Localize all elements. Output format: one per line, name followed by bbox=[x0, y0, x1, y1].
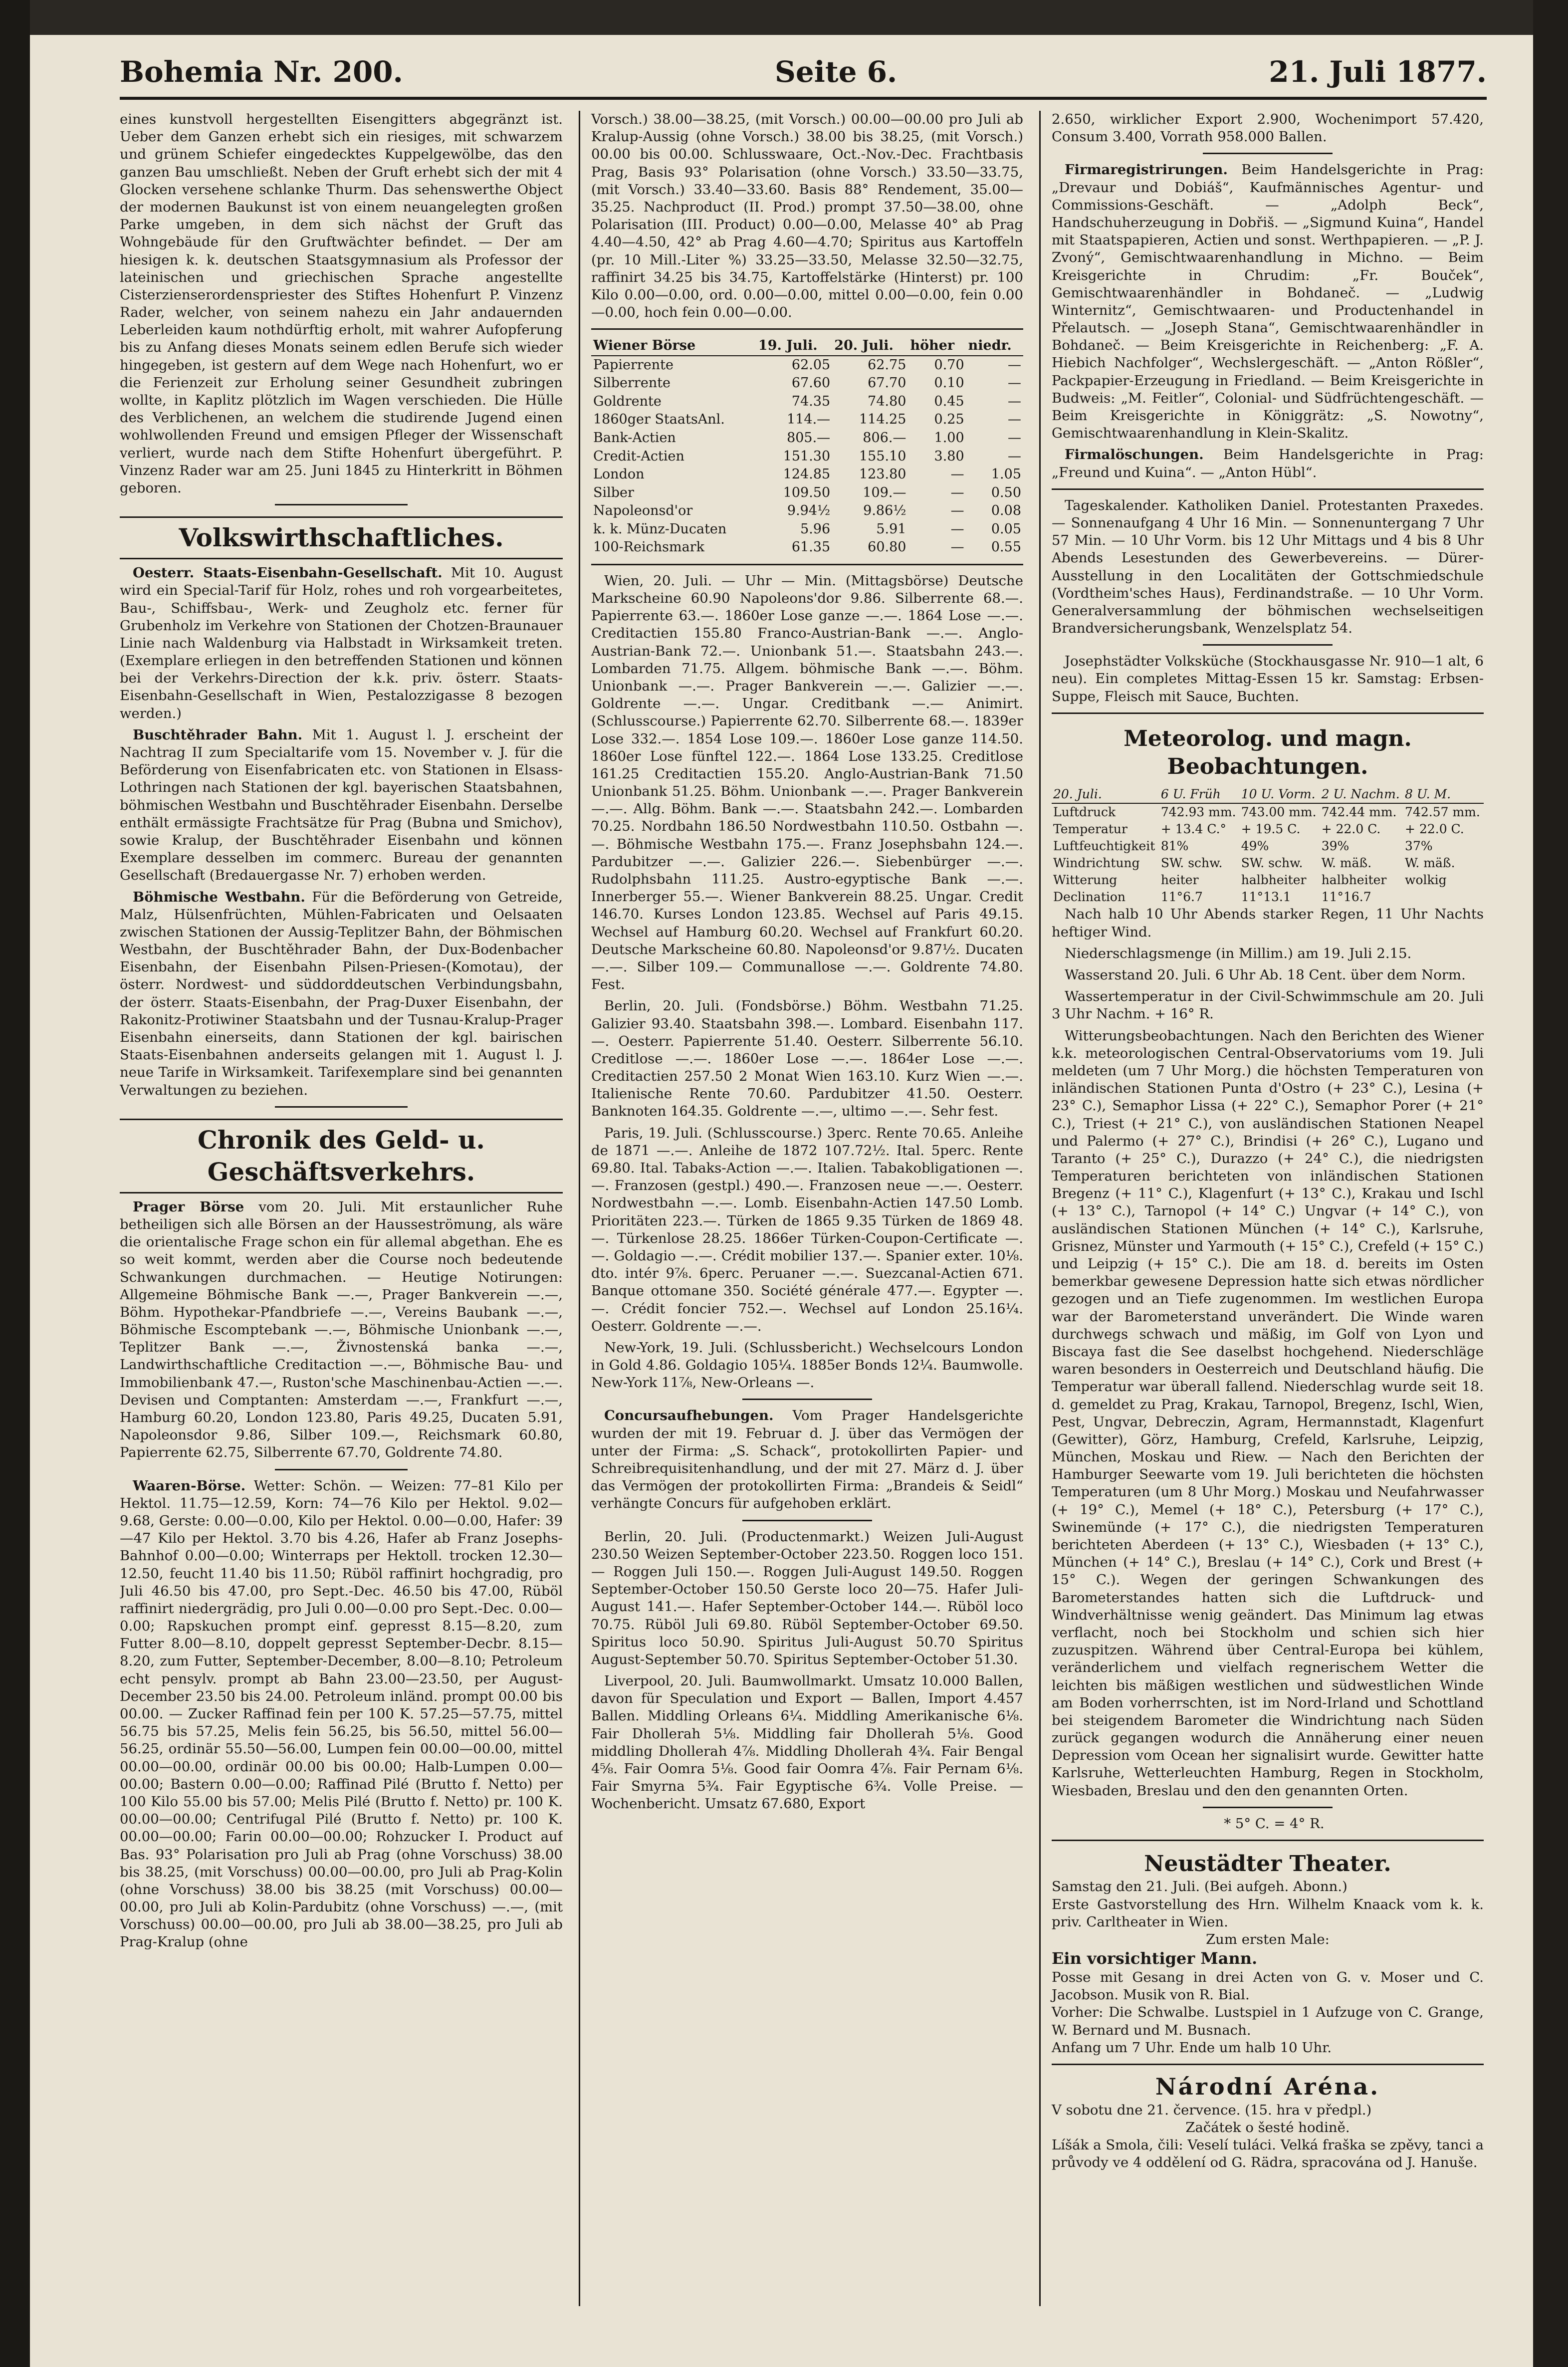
article-firmaloeschungen bbox=[1052, 446, 1484, 481]
column-middle bbox=[579, 111, 1023, 2306]
table-cell: Bank-Actien bbox=[593, 430, 676, 446]
divider bbox=[1052, 1840, 1484, 1841]
table-cell: 742.93 mm. bbox=[1160, 805, 1236, 820]
play-description: Posse mit Gesang in drei Acten von G. v. Moser und C. Jacobson. Musik von R. Bial. bbox=[1052, 1969, 1484, 2003]
section-heading-volkswirthschaft: Volkswirthschaftliches. bbox=[120, 516, 563, 559]
table-cell: Temperatur bbox=[1053, 822, 1127, 837]
table-cell: 109.50 bbox=[783, 484, 831, 500]
divider bbox=[275, 504, 408, 505]
table-cell: SW. schw. bbox=[1241, 856, 1303, 871]
article-berlin-fonds: Berlin, 20. Juli. (Fondsbörse.) Böhm. Westbahn 71.25. Galizier 93.40. Staatsbahn 398.—. Lombard. Eisenbahn 117.—. Oesterr. Papierrente 51.40. Oesterr. Silberrente 56.10. Creditlose —.—. 1860er Lose —.—. 1864er Lose —.—. Creditactien 257.50 2 Monat Wien 163.10. Kurz Wien —.—. Italienische Rente 70.60. Pardubitzer 41.50. Oesterr. Banknoten 164.35. Goldrente —.—, ultimo —.—. Sehr fest. bbox=[591, 998, 1023, 1120]
scan-border-right bbox=[1533, 0, 1568, 2367]
table-row bbox=[1052, 838, 1484, 855]
table-row bbox=[1052, 855, 1484, 872]
table-cell: 123.80 bbox=[859, 467, 906, 482]
theatre-guest: Erste Gastvorstellung des Hrn. Wilhelm Knaack vom k. k. priv. Carltheater in Wien. bbox=[1052, 1896, 1484, 1930]
table-header: 2 U. Nachm. bbox=[1320, 786, 1403, 803]
table-row bbox=[591, 538, 1023, 557]
section-heading-chronik: Chronik des Geld- u. Geschäftsverkehrs. bbox=[120, 1119, 563, 1193]
table-row bbox=[591, 448, 1023, 466]
article-body: Vom Prager Handelsgerichte wurden der mit 19. Februar d. J. über das Vermögen der unter der Firma: „S. Schack“, protokollirten Papier- und Schreibrequisitenhandlung, und der mit 27. März d. J. über das Vermögen der protokollirten Firma: „Brandeis & Seidl“ verhängte Concurs für aufgehoben erklärt. bbox=[591, 1408, 1023, 1512]
article-volkskueche: Josephstädter Volksküche (Stockhausgasse Nr. 910—1 alt, 6 neu). Ein completes Mittag-Essen 15 kr. Samstag: Erbsen-Suppe, Fleisch mit Sauce, Buchten. bbox=[1052, 653, 1484, 705]
table-header: 19. Juli. bbox=[756, 337, 832, 356]
table-header-row bbox=[591, 337, 1023, 356]
wiener-boerse-table bbox=[591, 337, 1023, 557]
article-heading: Oesterr. Staats-Eisenbahn-Gesellschaft. bbox=[133, 565, 443, 581]
arena-date: V sobotu dne 21. července. (15. hra v předpl.) bbox=[1052, 2102, 1372, 2118]
table-cell: 1.00 bbox=[934, 430, 964, 446]
theatre-premiere: Zum ersten Male: bbox=[1206, 1931, 1330, 1947]
table-cell: 151.30 bbox=[783, 448, 831, 464]
table-cell: 9.94½ bbox=[787, 503, 831, 519]
table-cell: Napoleonsd'or bbox=[593, 503, 693, 519]
table-cell: 0.70 bbox=[934, 357, 964, 373]
wassertemperatur: Wassertemperatur in der Civil-Schwimmschule am 20. Juli 3 Uhr Nachm. + 16° R. bbox=[1052, 988, 1484, 1022]
scan-border-top bbox=[0, 0, 1568, 35]
table-cell: 0.45 bbox=[934, 393, 964, 409]
divider bbox=[1052, 488, 1484, 490]
article-continued: Vorsch.) 38.00—38.25, (mit Vorsch.) 00.00—00.00 pro Juli ab Kralup-Aussig (ohne Vorsch.) 38.00 bis 38.25, (mit Vorsch.) 00.00 bis 00.00. Schlusswaare, Oct.-Nov.-Dec. Frachtbasis Prag, Basis 93° Polarisation (ohne Vorsch.) 33.50—33.75, (mit Vorsch.) 33.40—33.60. Basis 88° Rendement, 35.00—35.25. Nachproduct (II. Prod.) prompt 37.50—38.00, ohne Polarisation (III. Product) 0.00—0.00, Melasse 40° ab Prag 4.40—4.50, 42° ab Prag 4.60—4.70; Spiritus aus Kartoffeln (pr. 10 Mill.-Liter %) 33.25—33.50, Melasse 32.50—32.75, raffinirt 34.25 bis 34.75, Kartoffelstärke (Hinterst) pr. 100 Kilo 0.00—0.00, ord. 0.00—0.00, mittel 0.00—0.00, fein 0.00—0.00, hoch fein 0.00—0.00. bbox=[591, 111, 1023, 321]
niederschlag: Niederschlagsmenge (in Millim.) am 19. Juli 2.15. bbox=[1065, 945, 1412, 961]
divider bbox=[275, 1106, 408, 1108]
divider bbox=[591, 564, 1023, 565]
table-cell: 743.00 mm. bbox=[1241, 805, 1317, 820]
table-cell: 11°6.7 bbox=[1160, 890, 1203, 905]
issue-date: 21. Juli 1877. bbox=[1269, 55, 1487, 89]
table-cell: 49% bbox=[1241, 839, 1269, 854]
table-cell: 742.44 mm. bbox=[1321, 805, 1397, 820]
article-body: vom 20. Juli. Mit erstaunlicher Ruhe betheiligen sich alle Börsen an der Hausseströmung, als wäre die orientalische Frage schon ein für allemal abgethan. Ehe es so weit kommt, werden aber die Course noch bedeutende Schwankungen durchmachen. — Heutige Notirungen: Allgemeine Böhmische Bank —.—, Prager Bankverein —.—, Böhm. Hypothekar-Pfandbriefe —.—, Vereins Baubank —.—, Böhmische Escomptebank —.—, Böhmische Unionbank —.—, Teplitzer Bank —.—, Živnostenská banka —.—, Landwirthschaftliche Creditaction —.—, Böhmische Bau- und Immobilienbank 47.—, Ruston'sche Maschinenbau-Actien —.—. Devisen und Comptanten: Amsterdam —.—, Frankfurt —.—, Hamburg 60.20, London 123.80, Paris 49.25, Ducaten 5.91, Napoleonsdor 9.86, Silber 109.—, Reichsmark 60.80, Papierrente 62.75, Silberrente 67.70, Goldrente 74.80. bbox=[120, 1198, 563, 1461]
table-cell: 0.08 bbox=[991, 503, 1021, 519]
table-row bbox=[591, 374, 1023, 393]
table-cell: — bbox=[950, 539, 964, 555]
table-header: 20. Juli. bbox=[832, 337, 908, 356]
table-row bbox=[1052, 803, 1484, 821]
theatre-date: Samstag den 21. Juli. (Bei aufgeh. Abonn.) bbox=[1052, 1879, 1347, 1895]
arena-play: Líšák a Smola, čili: Veselí tuláci. Velká fraška se zpěvy, tanci a průvody ve 4 oddělení od G. Rädra, spracována od J. Hanuše. bbox=[1052, 2137, 1484, 2171]
article-wien: Wien, 20. Juli. — Uhr — Min. (Mittagsbörse) Deutsche Markscheine 60.90 Napoleons'dor 9.86. Silberrente 68.—. Papierrente 63.—. 1860er Lose ganze —.—. 1864 Lose —.—. Creditactien 155.80 Franco-Austrian-Bank —.—. Anglo-Austrian-Bank 72.—. Unionbank 51.—. Staatsbahn 243.—. Lombarden 71.75. Allgem. böhmische Bank —.—. Böhm. Unionbank —.—. Prager Bankverein —.—. Galizier —.—. Goldrente —.—. Ungar. Creditbank —.— Animirt. (Schlusscourse.) Papierrente 62.70. Silberrente 68.—. 1839er Lose 332.—. 1854 Lose 109.—. 1860er Lose ganze 114.50. 1860er Lose fünftel 122.—. 1864 Lose 133.25. Creditlose 161.25 Creditactien 155.20. Anglo-Austrian-Bank 71.50 Unionbank 51.25. Böhm. Unionbank —.—. Prager Bankverein —.—. Allg. Böhm. Bank —.—. Staatsbahn 242.—. Lombarden 70.25. Nordbahn 186.50 Nordwestbahn 110.50. Ostbahn —.—. Böhmische Westbahn 175.—. Franz Josephsbahn 124.—. Pardubitzer —.—. Galizier 226.—. Siebenbürger —.—. Rudolphsbahn 111.25. Austro-egyptische Bank —.—. Innerberger 55.—. Wiener Bankverein 88.25. Ungar. Credit 146.70. Kurses London 123.85. Wechsel auf Paris 49.15. Wechsel auf Hamburg 60.20. Wechsel auf Frankfurt 60.20. Deutsche Markscheine 60.80. Napoleonsd'or 9.87½. Ducaten —.—. Silber 109.— Communallose —.—. Goldrente 74.80. Fest. bbox=[591, 572, 1023, 993]
article-witterung: Witterungsbeobachtungen. Nach den Berichten des Wiener k.k. meteorologischen Central-Observatoriums vom 19. Juli meldeten (um 7 Uhr Morg.) die höchsten Temperaturen von inländischen Stationen Punta d'Ostro (+ 23° C.), Lesina (+ 23° C.), Semaphor Lissa (+ 22° C.), Semaphor Porer (+ 21° C.), Triest (+ 21° C.), von ausländischen Stationen Neapel und Palermo (+ 27° C.), Brindisi (+ 26° C.), Lugano und Taranto (+ 25° C.), Durazzo (+ 24° C.), die niedrigsten Temperaturen berichteten von inländischen Stationen Bregenz (+ 11° C.), Klagenfurt (+ 13° C.), Krakau und Ischl (+ 13° C.), Tarnopol (+ 14° C.) Ungvar (+ 14° C.), von ausländischen Stationen München (+ 14° C.), Karlsruhe, Grisnez, Münster und Yarmouth (+ 15° C.), Crefeld (+ 15° C.) und Leipzig (+ 15° C.). Die am 18. d. bereits im Osten bemerkbar gewesene Depression hatte sich etwas nördlicher gezogen und an Tiefe zugenommen. Im westlichen Europa war der Barometerstand unverändert. Die Winde waren durchwegs schwach und mäßig, im Golf von Lyon und Biscaya fast die See daselbst hochgehend. Niederschläge waren besonders in Oesterreich und Deutschland häufig. Die Temperatur war überall fallend. Niederschlag wurde seit 18. d. gemeldet zu Prag, Krakau, Tarnopol, Bregenz, Ischl, Wien, Pest, Ungvar, Debreczin, Agram, Hermannstadt, Klagenfurt (Gewitter), Görz, Hamburg, Crefeld, Karlsruhe, Leipzig, München, Moskau und Riew. — Nach den Berichten der Hamburger Seewarte vom 19. Juli berichteten die höchsten Temperaturen (um 8 Uhr Morg.) Moskau und Neufahrwasser (+ 19° C.), Memel (+ 18° C.), Petersburg (+ 17° C.), Swinemünde (+ 17° C.), die niedrigsten Temperaturen berichteten Aberdeen (+ 13° C.), Wiesbaden (+ 13° C.), München (+ 14° C.), Breslau (+ 14° C.), Cork und Brest (+ 15° C.). Wegen der geringen Schwankungen des Barometerstandes hatten sich die Luftdruck- und Windverhältnisse wenig geändert. Das Minimum lag etwas verflacht, noch bei Stockholm und schien sich hier zuzuspitzen. Während über Central-Europa bei kühlem, veränderlichem und vielfach regnerischem Wetter die leichten bis mäßigen westlichen und südwestlichen Winde am Boden vorherrschten, ist im Nord-Irland und Schottland bei steigendem Barometer die Windrichtung nach Süden zurück gegangen wodurch die Annäherung einer neuen Depression vom Ocean her signalisirt wurde. Gewitter hatte Karlsruhe, Wetterleuchten Hamburg, Regen in Stockholm, Wiesbaden, Breslau und den den genannten Orten. bbox=[1052, 1027, 1484, 1799]
arena-start: Začátek o šesté hodině. bbox=[1185, 2120, 1350, 2136]
column-left bbox=[120, 111, 563, 2306]
table-cell: Declination bbox=[1053, 890, 1126, 905]
table-cell: 39% bbox=[1321, 839, 1349, 854]
table-cell: SW. schw. bbox=[1160, 856, 1223, 871]
table-cell: k. k. Münz-Ducaten bbox=[593, 521, 727, 537]
article-paris: Paris, 19. Juli. (Schlusscourse.) 3perc. Rente 70.65. Anleihe de 1871 —.—. Anleihe de 1872 107.72½. Ital. 5perc. Rente 69.80. Ital. Tabaks-Action —.—. Italien. Tabakobligationen —.—. Franzosen (gestpl.) 490.—. Franzosen neue —.—. Oesterr. Nordwestbahn —.—. Lomb. Eisenbahn-Actien 147.50 Lomb. Prioritäten 223.—. Türken de 1865 9.35 Türken de 1869 48.—. Türkenlose 28.25. 1866er Türken-Coupon-Certificate —.—. Goldagio —.—. Crédit mobilier 137.—. Spanier exter. 10⅛. dto. intér 9⅞. 6perc. Peruaner —.—. Suezcanal-Actien 671. Banque ottomane 350. Société générale 477.—. Egypter —.—. Crédit foncier 752.—. Wechsel auf London 25.16¼. Oesterr. Goldrente —.—. bbox=[591, 1125, 1023, 1334]
section-heading-meteorolog: Meteorolog. und magn. Beobachtungen. bbox=[1123, 725, 1412, 780]
article-body: Für die Beförderung von Getreide, Malz, Hülsenfrüchten, Mühlen-Fabricaten und Oelsaaten zwischen Stationen der Aussig-Teplitzer Bahn, der Böhmischen Westbahn, der Buschtěhrader Bahn, der Dux-Bodenbacher Eisenbahn, der Eisenbahn Pilsen-Priesen-(Komotau), der österr. Nordwest- und süddorddeutschen Verbindungsbahn, der österr. Staats-Eisenbahn, der Prag-Duxer Eisenbahn, der Rakonitz-Protiwiner Staatsbahn und der Tusnau-Kralup-Prager Eisenbahn einerseits, dann Stationen der kgl. bairischen Staats-Eisenbahnen anderseits gelangen mit 1. August l. J. neue Tarife in Wirksamkeit. Tarifexemplare sind bei genannten Verwaltungen zu beziehen. bbox=[120, 889, 563, 1098]
theatre-times: Anfang um 7 Uhr. Ende um halb 10 Uhr. bbox=[1052, 2039, 1332, 2056]
table-cell: Papierrente bbox=[593, 357, 673, 373]
table-row bbox=[591, 429, 1023, 448]
table-cell: 124.85 bbox=[783, 467, 831, 482]
table-cell: + 13.4 C.° bbox=[1160, 822, 1227, 837]
article-firmaregistrierungen bbox=[1052, 161, 1484, 442]
table-cell: 0.55 bbox=[991, 539, 1021, 555]
article-body: Beim Handelsgerichte in Prag: „Freund und Kuina“. — „Anton Hübl“. bbox=[1052, 447, 1484, 480]
table-cell: 9.86½ bbox=[863, 503, 906, 519]
table-cell: 155.10 bbox=[859, 448, 906, 464]
table-cell: Luftdruck bbox=[1053, 805, 1116, 820]
table-cell: W. mäß. bbox=[1405, 856, 1455, 871]
table-cell bbox=[1403, 889, 1484, 906]
table-cell: 1860ger StaatsAnl. bbox=[593, 412, 725, 428]
table-header: niedr. bbox=[966, 337, 1023, 356]
table-cell: heiter bbox=[1160, 873, 1199, 888]
table-cell: 3.80 bbox=[934, 448, 964, 464]
table-cell: Goldrente bbox=[593, 393, 662, 409]
table-cell: Luftfeuchtigkeit bbox=[1053, 839, 1155, 854]
columns bbox=[120, 111, 1487, 2306]
article-waaren-boerse bbox=[120, 1477, 563, 1951]
table-cell: 5.91 bbox=[876, 521, 906, 537]
divider bbox=[591, 328, 1023, 330]
table-row bbox=[591, 393, 1023, 411]
table-cell: — bbox=[1008, 393, 1021, 409]
play-prelude: Vorher: Die Schwalbe. Lustspiel in 1 Aufzuge von C. Grange, W. Bernard und M. Busnach. bbox=[1052, 2004, 1484, 2038]
table-cell: + 22.0 C. bbox=[1321, 822, 1381, 837]
table-cell: 0.50 bbox=[991, 484, 1021, 500]
article-westbahn bbox=[120, 889, 563, 1099]
met-note: Nach halb 10 Uhr Abends starker Regen, 11 Uhr Nachts heftiger Wind. bbox=[1052, 906, 1484, 940]
table-cell: 805.— bbox=[787, 430, 831, 446]
masthead-issue: Bohemia Nr. 200. bbox=[120, 55, 403, 89]
divider bbox=[275, 1469, 408, 1470]
article-continued: 2.650, wirklicher Export 2.900, Wochenimport 57.420, Consum 3.400, Vorrath 958.000 Ballen. bbox=[1052, 111, 1484, 145]
article-heading: Buschtěhrader Bahn. bbox=[133, 726, 303, 743]
table-cell: 742.57 mm. bbox=[1405, 805, 1480, 820]
article-berlin-producten: Berlin, 20. Juli. (Productenmarkt.) Weizen Juli-August 230.50 Weizen September-October 223.50. Roggen loco 151.— Roggen Juli 150.—. Roggen Juli-August 149.50. Roggen September-October 150.50 Gerste loco 20—75. Hafer Juli-August 141.—. Hafer September-October 144.—. Rüböl loco 70.75. Rüböl Juli 69.80. Rüböl September-October 69.50. Spiritus loco 50.90. Spiritus Juli-August 50.70 Spiritus August-September 50.70. Spiritus September-October 51.30. bbox=[591, 1528, 1023, 1667]
table-cell: 37% bbox=[1405, 839, 1433, 854]
table-row bbox=[591, 356, 1023, 375]
table-header: 8 U. M. bbox=[1403, 786, 1484, 803]
article-body: Wetter: Schön. — Weizen: 77–81 Kilo per Hektol. 11.75—12.59, Korn: 74—76 Kilo per Hektol. 9.02—9.68, Gerste: 0.00—0.00, Kilo per Hektol. 0.00—0.00, Hafer: 39—47 Kilo per Hektol. 3.70 bis 4.26, Hafer ab Franz Josephs-Bahnhof 0.00—0.00; Winterraps per Hektoll. trocken 12.30—12.50, feucht 11.40 bis 11.50; Rüböl raffinirt hochgradig, pro Juli 46.50 bis 47.00, pro Sept.-Dec. 46.50 bis 47.00, Rüböl raffinirt niedergrädig, pro Juli 0.00—0.00 pro Sept.-Dec. 0.00—0.00; Rapskuchen prompt einf. gepresst 8.15—8.20, zum Futter 8.00—8.10, doppelt gepresst September-Decbr. 8.15—8.20, zum Futter, September-December, 8.00—8.10; Petroleum echt pensylv. prompt ab Bahn 23.00—23.50, per August-December 23.50 bis 24.00. Petroleum inländ. prompt 00.00 bis 00.00. — Zucker Raffinad fein per 100 K. 57.25—57.75, mittel 56.75 bis 57.25, Melis fein 56.25, bis 56.50, mittel 56.00—56.25, ordinär 55.50—56.00, Lumpen fein 00.00—00.00, mittel 00.00—00.00, ordinär 00.00 bis 00.00; Halb-Lumpen 0.00—00.00; Bastern 0.00—0.00; Raffinad Pilé (Brutto f. Netto) per 100 Kilo 55.00 bis 57.00; Melis Pilé (Brutto f. Netto) pr. 100 K. 00.00—00.00; Centrifugal Pilé (Brutto f. Netto) pr. 100 K. 00.00—00.00; Farin 00.00—00.00; Rohzucker I. Product auf Bas. 93° Polarisation pro Juli ab Prag (ohne Vorschuss) 38.00 bis 38.25, (mit Vorschuss) 00.00—00.00, pro Juli ab Prag-Kolin (ohne Vorschuss) 38.00 bis 38.25 (mit Vorschuss) 00.00—00.00, pro Juli ab Kolin-Pardubitz (ohne Vorschuss) —.—, (mit Vorschuss) 00.00—00.00, pro Juli ab 38.00—38.25, pro Juli ab Prag-Kralup (ohne bbox=[120, 1477, 563, 1950]
continued-article: eines kunstvoll hergestellten Eisengitters abgegränzt ist. Ueber dem Ganzen erhebt sich ein riesiges, mit schwarzem und grünem Schiefer eingedecktes Kuppelgewölbe, das den ganzen Bau umschließt. Neben der Gruft erhebt sich der mit 4 Glocken versehene schlanke Thurm. Das sehenswerthe Object der modernen Baukunst ist von einem neuangelegten großen Parke umgeben, in dem sich nächst der Gruft das Wohngebäude für den Gruftwächter befindet. — Der am hiesigen k. k. deutschen Staatsgymnasium als Professor der lateinischen und griechischen Sprache angestellte Cisterzienserordenspriester des Stiftes Hohenfurt P. Vinzenz Rader, welcher, von seinem nahezu ein Jahr andauernden Leberleiden kaum nothdürftig erholt, mit wahrer Aufopferung bis zu Anfang dieses Monats seinem edlen Berufe sich wieder hingegeben, ist gestern auf dem Wege nach Hohenfurt, wo er die Ferienzeit zur Erholung seiner Gesundheit zubringen wollte, in Kaplitz plötzlich im Wagen verschieden. Die Hülle des Verblichenen, an welchem die studirende Jugend einen wohlwollenden Freund und emsigen Pfleger der Wissenschaft verliert, wurde nach dem Stifte Hohenfurt übergeführt. P. Vinzenz Rader war am 25. Juni 1845 zu Hinterkritt in Böhmen geboren. bbox=[120, 111, 563, 496]
table-cell: — bbox=[950, 503, 964, 519]
theatre-heading: Neustädter Theater. bbox=[1144, 1851, 1391, 1877]
table-cell: + 19.5 C. bbox=[1241, 822, 1301, 837]
table-row bbox=[591, 411, 1023, 429]
table-cell: — bbox=[1008, 357, 1021, 373]
divider bbox=[1203, 153, 1333, 154]
article-heading: Prager Börse bbox=[133, 1198, 244, 1215]
table-cell: 0.10 bbox=[934, 375, 964, 391]
table-cell: 1.05 bbox=[991, 467, 1021, 482]
article-buschtehrader bbox=[120, 726, 563, 885]
table-cell: halbheiter bbox=[1321, 873, 1387, 888]
article-heading: Concursaufhebungen. bbox=[604, 1408, 774, 1424]
table-cell: + 22.0 C. bbox=[1405, 822, 1464, 837]
article-prager-boerse bbox=[120, 1198, 563, 1462]
footnote: * 5° C. = 4° R. bbox=[1224, 1815, 1325, 1832]
table-cell: — bbox=[1008, 375, 1021, 391]
article-tageskalender: Tageskalender. Katholiken Daniel. Protestanten Praxedes. — Sonnenaufgang 4 Uhr 16 Min. — Sonnenuntergang 7 Uhr 57 Min. — 10 Uhr Vorm. bis 12 Uhr Mittags und 4 bis 8 Uhr Abends Lesestunden des Gewerbevereins. — Dürer-Ausstellung in den Localitäten der Gottschmiedschule (Vordtheim'sches Haus), Ferdinandstraße. — 10 Uhr Vorm. Generalversammlung der böhmischen wechselseitigen Brandversicherungsbank, Wenzelsplatz 54. bbox=[1052, 497, 1484, 637]
divider bbox=[1052, 2064, 1484, 2065]
running-header bbox=[120, 55, 1487, 100]
table-cell: — bbox=[950, 484, 964, 500]
newspaper-page bbox=[120, 55, 1487, 2330]
divider bbox=[1052, 712, 1484, 714]
table-row bbox=[591, 466, 1023, 484]
divider bbox=[742, 1520, 872, 1521]
article-concurs bbox=[591, 1407, 1023, 1512]
arena-heading: Národní Aréna. bbox=[1155, 2073, 1380, 2100]
table-cell: 100-Reichsmark bbox=[593, 539, 704, 555]
table-header: Wiener Börse bbox=[591, 337, 756, 356]
divider bbox=[1203, 1807, 1333, 1808]
divider bbox=[1203, 644, 1333, 646]
table-row bbox=[1052, 821, 1484, 838]
table-cell: London bbox=[593, 467, 645, 482]
table-row bbox=[1052, 872, 1484, 889]
table-cell: 0.05 bbox=[991, 521, 1021, 537]
table-cell: 60.80 bbox=[868, 539, 906, 555]
article-body: Mit 10. August wird ein Special-Tarif für Holz, rohes und roh vorgearbeitetes, Bau-, Schiffsbau-, Werk- und Zeugholz etc. ferner für Grubenholz im Verkehre von Stationen der Chotzen-Braunauer Linie nach Waldenburg via Halbstadt in Wirksamkeit treten. (Exemplare erliegen in den betreffenden Stationen und können bei der Verkehrs-Direction der k.k. priv. österr. Staats-Eisenbahn-Gesellschaft in Wien, Pestalozzigasse 8 bezogen werden.) bbox=[120, 565, 563, 721]
scan-border-left bbox=[0, 0, 30, 2367]
table-cell: Silber bbox=[593, 484, 634, 500]
table-cell: — bbox=[1008, 448, 1021, 464]
table-cell: 806.— bbox=[863, 430, 906, 446]
divider bbox=[742, 1399, 872, 1400]
meteorology-table bbox=[1052, 786, 1484, 906]
table-cell: 0.25 bbox=[934, 412, 964, 428]
table-cell: 5.96 bbox=[800, 521, 831, 537]
table-cell: 67.60 bbox=[791, 375, 831, 391]
table-cell: 81% bbox=[1160, 839, 1189, 854]
table-cell: 62.75 bbox=[868, 357, 906, 373]
table-cell: 74.80 bbox=[868, 393, 906, 409]
table-cell: 11°13.1 bbox=[1241, 890, 1291, 905]
article-liverpool: Liverpool, 20. Juli. Baumwollmarkt. Umsatz 10.000 Ballen, davon für Speculation und Export — Ballen, Import 4.457 Ballen. Middling Orleans 6¼. Middling Amerikanische 6⅛. Fair Dhollerah 5⅛. Middling fair Dhollerah 5⅛. Good middling Dhollerah 4⅞. Middling Dhollerah 4¾. Fair Bengal 4⅝. Fair Oomra 5⅛. Good fair Oomra 4⅞. Fair Pernam 6⅛. Fair Smyrna 5¾. Fair Egyptische 6¾. Volle Preise. — Wochenbericht. Umsatz 67.680, Export bbox=[591, 1673, 1023, 1812]
table-cell: Windrichtung bbox=[1053, 856, 1140, 871]
table-cell: 11°16.7 bbox=[1321, 890, 1371, 905]
table-cell: 74.35 bbox=[791, 393, 831, 409]
article-heading: Firmalöschungen. bbox=[1065, 447, 1204, 463]
table-cell: 114.25 bbox=[859, 412, 906, 428]
table-header: 6 U. Früh bbox=[1159, 786, 1240, 803]
table-cell: 67.70 bbox=[868, 375, 906, 391]
table-row bbox=[591, 502, 1023, 520]
table-cell: — bbox=[950, 521, 964, 537]
table-cell: 62.05 bbox=[791, 357, 831, 373]
table-cell: — bbox=[1008, 430, 1021, 446]
table-cell: — bbox=[1008, 412, 1021, 428]
table-cell: Credit-Actien bbox=[593, 448, 684, 464]
table-cell: 61.35 bbox=[791, 539, 831, 555]
table-row bbox=[591, 520, 1023, 539]
table-header: 20. Juli. bbox=[1052, 786, 1159, 803]
table-header-row bbox=[1052, 786, 1484, 803]
table-cell: 109.— bbox=[863, 484, 906, 500]
article-staatsbahn bbox=[120, 564, 563, 722]
column-right bbox=[1039, 111, 1484, 2306]
table-cell: Silberrente bbox=[593, 375, 671, 391]
table-row bbox=[1052, 889, 1484, 906]
table-row bbox=[591, 484, 1023, 502]
table-body bbox=[1052, 803, 1484, 906]
article-heading: Firmaregistrirungen. bbox=[1065, 162, 1228, 178]
table-cell: wolkig bbox=[1405, 873, 1447, 888]
table-cell: 114.— bbox=[787, 412, 831, 428]
article-body: Mit 1. August l. J. erscheint der Nachtrag II zum Specialtarife vom 15. November v. J. für die Beförderung von Eisenfabricaten etc. von Stationen in Elsass-Lothringen nach Stationen der kgl. bayerischen Staatsbahnen, böhmischen Westbahn und Buschtěhrader Eisenbahn. Derselbe enthält ermässigte Frachtsätze für Prag (Bubna und Smichov), sowie Kralup, der Buschtěhrader Eisenbahn und können Exemplare desselben im commerc. Bureau der genannten Gesellschaft (Bredauergasse Nr. 7) erhoben werden. bbox=[120, 726, 563, 884]
play-title: Ein vorsichtiger Mann. bbox=[1052, 1949, 1258, 1968]
article-heading: Böhmische Westbahn. bbox=[133, 889, 306, 905]
article-heading: Waaren-Börse. bbox=[133, 1477, 246, 1494]
article-body: Beim Handelsgerichte in Prag: „Drevaur und Dobiáš“, Kaufmännisches Agentur- und Commissions-Geschäft. — „Adolph Beck“, Handschuherzeugung in Dobřiš. — „Sigmund Kuina“, Handel mit Staatspapieren, Actien und sonst. Werthpapieren. — „P. J. Zvoný“, Gemischtwaarenhandlung in Michno. — Beim Kreisgerichte in Chrudim: „Fr. Bouček“, Gemischtwaarenhändler in Bohdaneč. — „Ludwig Winternitz“, Gemischtwaaren- und Productenhandel in Přelautsch. — „Joseph Stana“, Gemischtwaarenhändler in Bohdaneč. — Beim Kreisgerichte in Reichenberg: „F. A. Hiebich Nachfolger“, Wechslergeschäft. — „Anton Rößler“, Packpapier-Erzeugung in Friedland. — Beim Kreisgerichte in Budweis: „M. Feitler“, Colonial- und Südfrüchtengeschäft. — Beim Kreisgerichte in Königgrätz: „S. Nowotny“, Gemischtwaarenhandlung in Klein-Skalitz. bbox=[1052, 162, 1484, 442]
table-header: höher bbox=[908, 337, 966, 356]
table-cell: Witterung bbox=[1053, 873, 1118, 888]
wasserstand: Wasserstand 20. Juli. 6 Uhr Ab. 18 Cent. über dem Norm. bbox=[1065, 967, 1466, 983]
table-cell: — bbox=[950, 467, 964, 482]
page-number: Seite 6. bbox=[775, 55, 897, 89]
table-cell: halbheiter bbox=[1241, 873, 1307, 888]
table-body bbox=[591, 356, 1023, 557]
table-header: 10 U. Vorm. bbox=[1240, 786, 1320, 803]
article-newyork: New-York, 19. Juli. (Schlussbericht.) Wechselcours London in Gold 4.86. Goldagio 105¼. 1885er Bonds 12¼. Baumwolle. New-York 11⅞, New-Orleans —. bbox=[591, 1339, 1023, 1391]
table-cell: W. mäß. bbox=[1321, 856, 1372, 871]
